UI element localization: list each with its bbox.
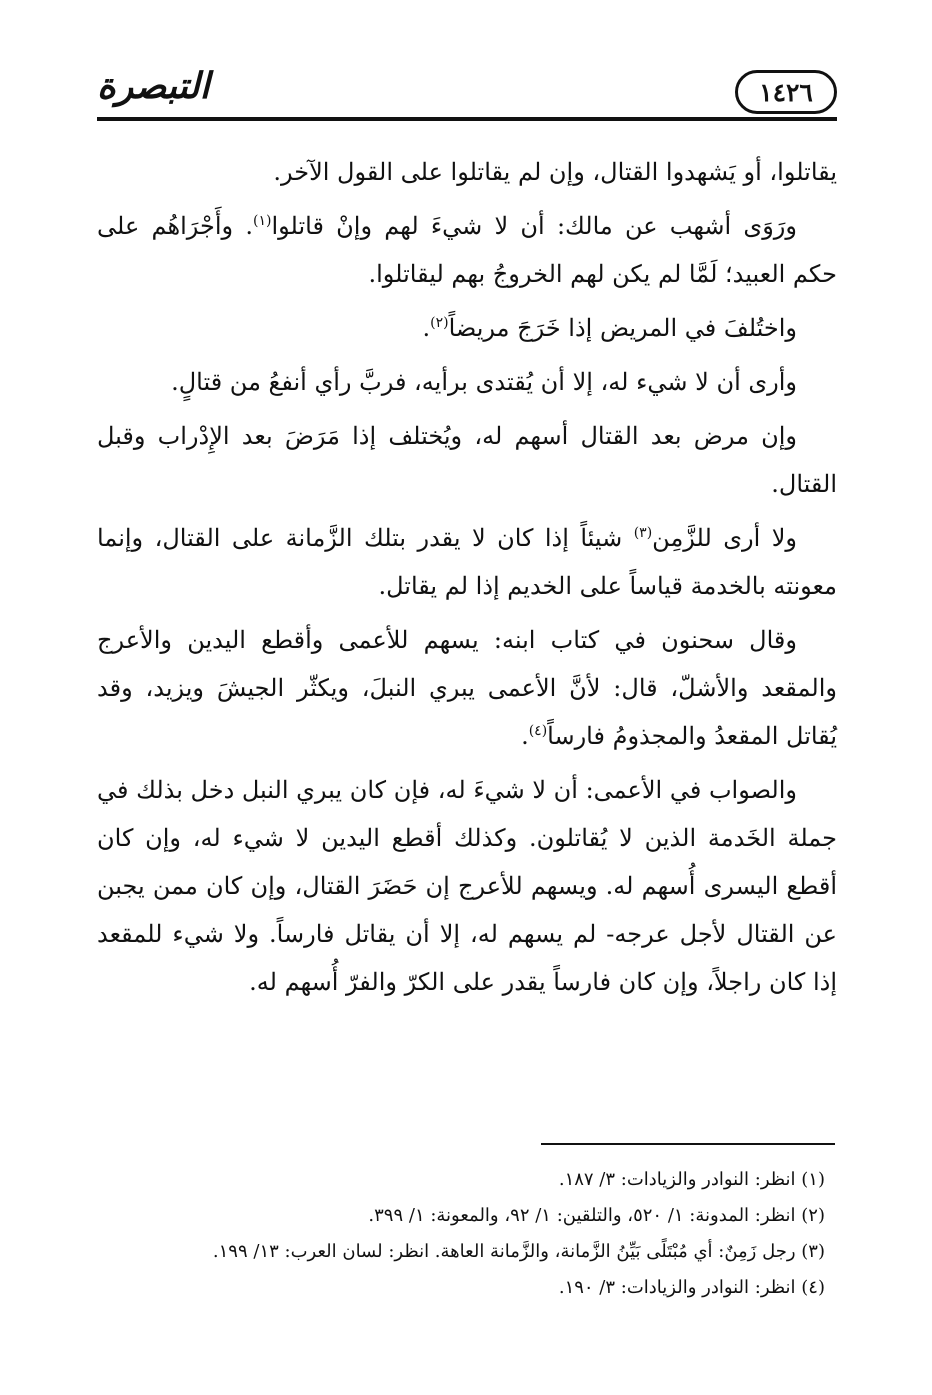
paragraph	[97, 616, 837, 760]
paragraph-text: والصواب في الأعمى: أن لا شيءَ له، فإن كان يبري النبل دخل بذلك في جملة الخَدمة الذين لا يُقاتلون. وكذلك أقطع اليدين لا شيء له، وإن كان أقطع اليسرى أُسهم له. ويسهم للأعرج إن حَضَرَ القتال، وإن كان ممن يجبن عن القتال لأجل عرجه- لم يسهم له، إلا أن يقاتل فارساً. ولا شيء للمقعد إذا كان راجلاً، وإن كان فارساً يقدر على الكرّ والفرّ أُسهم له.	[97, 776, 837, 996]
paragraph-text: ورَوَى أشهب عن مالك: أن لا شيءَ لهم وإنْ قاتلوا	[271, 212, 797, 240]
footnote-ref: (١)	[253, 213, 272, 229]
paragraph-text: وأرى أن لا شيء له، إلا أن يُقتدى برأيه، فربَّ رأي أنفعُ من قتالٍ.	[171, 368, 797, 396]
paragraph	[97, 412, 837, 508]
paragraph-text: .	[422, 314, 431, 342]
footnote-ref: (٢)	[430, 315, 449, 331]
footnotes	[97, 1162, 837, 1306]
paragraph	[97, 202, 837, 298]
footnote: (١) انظر: النوادر والزيادات: ٣/ ١٨٧.	[558, 1169, 825, 1190]
paragraph	[97, 514, 837, 610]
paragraph	[97, 148, 837, 196]
footnote-rule	[541, 1143, 835, 1145]
paragraph-text: وقال سحنون في كتاب ابنه: يسهم للأعمى وأقطع اليدين والأعرج والمقعد والأشلّ، قال: لأنَّ الأعمى يبري النبلَ، ويكثّر الجيشَ ويزيد، وقد يُقاتل المقعدُ والمجذومُ فارساً	[97, 626, 837, 750]
paragraph-text: . وأَجْرَاهُم على حكم العبيد؛ لَمَّا لم يكن لهم الخروجُ بهم ليقاتلوا.	[97, 212, 837, 288]
paragraph-text: يقاتلوا، أو يَشهدوا القتال، وإن لم يقاتلوا على القول الآخر.	[273, 158, 837, 186]
footnote: (٢) انظر: المدونة: ١/ ٥٢٠، والتلقين: ١/ ٩٢، والمعونة: ١/ ٣٩٩.	[368, 1205, 825, 1226]
footnote-ref: (٣)	[633, 525, 653, 541]
footnote: (٣) رجل زَمِنٌ: أي مُبْتَلًى بَيِّنُ الزَّمانة، والزَّمانة العاهة. انظر: لسان العرب: ١٣/ ١٩٩.	[212, 1241, 825, 1262]
paragraph-text: ولا أرى للزَّمِن	[652, 524, 798, 552]
header-rule	[97, 117, 837, 121]
page-header	[97, 58, 837, 120]
footnote-ref: (٤)	[528, 723, 548, 739]
paragraph	[97, 358, 837, 406]
paragraph-text: .	[521, 722, 529, 750]
footnote: (٤) انظر: النوادر والزيادات: ٣/ ١٩٠.	[558, 1277, 825, 1298]
main-text	[97, 148, 837, 1012]
paragraph	[97, 766, 837, 1006]
page-number: ١٤٢٦	[759, 77, 813, 107]
page-number-badge	[735, 70, 837, 114]
paragraph-text: واختُلفَ في المريض إذا خَرَجَ مريضاً	[448, 314, 797, 342]
paragraph	[97, 304, 837, 352]
paragraph-text: شيئاً إذا كان لا يقدر بتلك الزَّمانة على القتال، وإنما معونته بالخدمة قياساً على الخديم إذا لم يقاتل.	[97, 524, 837, 600]
book-title: التبصرة	[97, 65, 210, 107]
paragraph-text: وإن مرض بعد القتال أسهم له، ويُختلف إذا مَرَضَ بعد الإِدْراب وقبل القتال.	[97, 422, 837, 498]
